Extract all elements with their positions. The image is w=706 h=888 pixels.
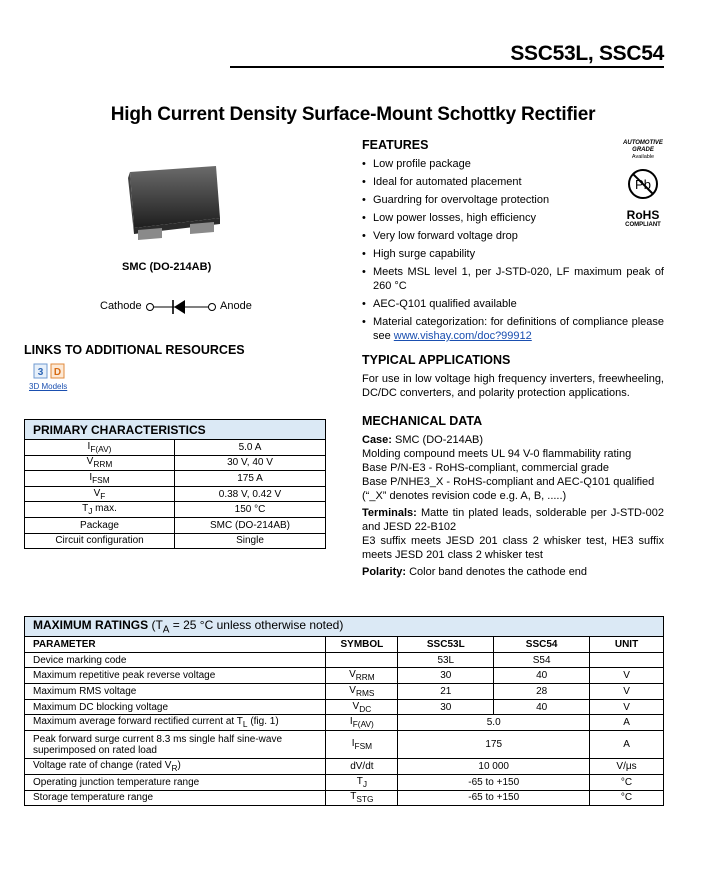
- polarity-label: Polarity:: [362, 566, 407, 578]
- automotive-text: AUTOMOTIVE: [623, 140, 663, 146]
- row-symbol-sub: FSM: [92, 474, 110, 485]
- max-ratings-condition: ($T_A = 25$ °C unless otherwise noted): [148, 617, 344, 636]
- row-unit: °C: [590, 774, 664, 790]
- list-item: [362, 315, 664, 343]
- row-unit: V: [590, 668, 664, 684]
- list-item: • Very low forward voltage drop: [362, 229, 664, 243]
- title-rule: [230, 66, 664, 68]
- diode-symbol: [100, 296, 300, 318]
- row-symbol-sub: F(AV): [90, 443, 112, 454]
- anode-label: Anode: [220, 300, 252, 312]
- table-row: [25, 517, 326, 533]
- row-parameter: Maximum RMS voltage: [25, 684, 326, 700]
- row-value: S54: [494, 652, 590, 668]
- base-he3-text: Base P/NHE3_X - RoHS-compliant and AEC-Q101 qualified: [362, 476, 655, 488]
- row-symbol: I: [89, 471, 93, 483]
- row-symbol: $V_{RRM}$: [326, 668, 398, 684]
- table-row: [25, 699, 664, 715]
- row-symbol-suffix: max.: [92, 503, 117, 515]
- column-header: PARAMETER: [25, 637, 326, 653]
- row-symbol: $V_{DC}$: [326, 699, 398, 715]
- column-header: SYMBOL: [326, 637, 398, 653]
- available-text: Available: [631, 154, 655, 160]
- table-row: [25, 471, 326, 487]
- row-symbol: I: [87, 440, 91, 452]
- mechanical-heading: MECHANICAL DATA: [362, 414, 483, 428]
- terminals-value: Matte tin plated leads, solderable per J-STD-002 and JESD 22-B102: [362, 507, 664, 533]
- table-row: [25, 715, 664, 731]
- rohs-compliant-label: COMPLIANT: [625, 222, 661, 228]
- polarity-value: Color band denotes the cathode end: [406, 566, 588, 578]
- diode-icon: [145, 296, 217, 318]
- row-parameter: Peak forward surge current 8.3 ms single half sine-wave superimposed on rated load: [25, 731, 326, 759]
- row-symbol: $I_{F(AV)}$: [326, 715, 398, 731]
- page-title: High Current Density Surface-Mount Schottky Rectifier: [110, 104, 596, 125]
- row-value: 30 V, 40 V: [175, 455, 326, 471]
- list-item: • Low profile package: [362, 157, 664, 171]
- row-value: Single: [175, 533, 326, 549]
- row-symbol: $I_{FSM}$: [326, 731, 398, 759]
- table-row: [25, 731, 664, 759]
- pb-free-icon: [627, 168, 659, 200]
- row-value: 10 000: [398, 759, 590, 775]
- table-row: [25, 684, 664, 700]
- base-e3-text: Base P/N-E3 - RoHS-compliant, commercial grade: [362, 462, 609, 474]
- row-symbol-sub: J: [88, 506, 93, 517]
- column-header: SSC53L: [398, 637, 494, 653]
- row-symbol-sub: F: [100, 490, 106, 501]
- molding-text: Molding compound meets UL 94 V-0 flammability rating: [362, 448, 632, 460]
- row-value: 5.0: [398, 715, 590, 731]
- row-symbol: Circuit configuration: [25, 533, 175, 549]
- revision-note: (“_X” denotes revision code e.g. A, B, .....): [362, 490, 567, 502]
- cathode-label: Cathode: [100, 300, 142, 312]
- row-unit: V: [590, 699, 664, 715]
- row-value: -65 to +150: [398, 790, 590, 806]
- table-row: [25, 455, 326, 471]
- row-value: 28: [494, 684, 590, 700]
- row-value: 53L: [398, 652, 494, 668]
- row-value: 150 °C: [175, 502, 326, 518]
- rohs-label: RoHS: [626, 208, 660, 222]
- part-numbers: SSC53L, SSC54: [510, 42, 664, 65]
- maximum-ratings-table: [24, 616, 664, 806]
- package-label: SMC (DO-214AB): [122, 261, 212, 273]
- row-value: 175: [398, 731, 590, 759]
- row-value: 0.38 V, 0.42 V: [175, 486, 326, 502]
- row-value: 40: [494, 668, 590, 684]
- table-row: [25, 486, 326, 502]
- row-value: 30: [398, 699, 494, 715]
- table-row: [25, 502, 326, 518]
- list-item-text: Material categorization: for definitions of compliance please see: [373, 316, 664, 342]
- 3d-model-icon[interactable]: [32, 362, 66, 380]
- primary-characteristics-table: [24, 419, 326, 549]
- row-symbol-sub: RRM: [93, 459, 113, 470]
- terminals-label: Terminals:: [362, 507, 417, 519]
- list-item: • Ideal for automated placement: [362, 175, 664, 189]
- list-item: • Guardring for overvoltage protection: [362, 193, 664, 207]
- row-parameter: Maximum DC blocking voltage: [25, 699, 326, 715]
- row-symbol: $T_J$: [326, 774, 398, 790]
- row-symbol: V: [86, 456, 94, 468]
- row-unit: [590, 652, 664, 668]
- row-value: 21: [398, 684, 494, 700]
- row-value: 40: [494, 699, 590, 715]
- table-row: [25, 790, 664, 806]
- automotive-grade-badge: [614, 140, 672, 161]
- row-symbol: T: [82, 503, 89, 515]
- whisker-text: E3 suffix meets JESD 201 class 2 whisker test, HE3 suffix meets JESD 201 class 2 whisker test: [362, 535, 664, 561]
- pb-text: Pb: [635, 177, 651, 192]
- row-value: 30: [398, 668, 494, 684]
- grade-text: GRADE: [632, 147, 654, 153]
- row-unit: V: [590, 684, 664, 700]
- list-item: • Low power losses, high efficiency: [362, 211, 664, 225]
- compliance-badges: [614, 140, 672, 228]
- 3d-icon-digit: 3: [37, 367, 44, 378]
- row-unit: V/μs: [590, 759, 664, 775]
- table-row: [25, 668, 664, 684]
- compliance-link[interactable]: www.vishay.com/doc?99912: [393, 330, 532, 342]
- row-parameter: Storage temperature range: [25, 790, 326, 806]
- row-symbol: $T_{STG}$: [326, 790, 398, 806]
- list-item: • AEC-Q101 qualified available: [362, 297, 664, 311]
- case-value: SMC (DO-214AB): [391, 434, 484, 446]
- row-symbol: [326, 652, 398, 668]
- row-symbol: V: [93, 487, 101, 499]
- row-symbol: Package: [25, 517, 175, 533]
- row-parameter: Device marking code: [25, 652, 326, 668]
- smc-package-icon: [116, 162, 224, 242]
- table-header-row: [25, 637, 664, 653]
- table-row: [25, 759, 664, 775]
- case-label: Case:: [362, 434, 392, 446]
- table-row: [25, 440, 326, 456]
- table-row: [25, 652, 664, 668]
- row-symbol: $V_{RMS}$: [326, 684, 398, 700]
- row-parameter: Operating junction temperature range: [25, 774, 326, 790]
- applications-text: For use in low voltage high frequency inverters, freewheeling, DC/DC converters, and polarity protection applications.: [362, 373, 664, 399]
- features-heading: FEATURES: [362, 138, 429, 152]
- row-unit: A: [590, 715, 664, 731]
- row-value: SMC (DO-214AB): [175, 517, 326, 533]
- 3d-icon-letter: D: [53, 367, 62, 378]
- row-unit: A: [590, 731, 664, 759]
- row-unit: °C: [590, 790, 664, 806]
- applications-heading: TYPICAL APPLICATIONS: [362, 353, 511, 367]
- 3d-models-link[interactable]: 3D Models: [29, 382, 68, 391]
- table-row: [25, 774, 664, 790]
- row-parameter: Voltage rate of change (rated $V_R$): [25, 759, 326, 775]
- primary-heading: PRIMARY CHARACTERISTICS: [25, 420, 326, 440]
- max-ratings-heading: [25, 617, 664, 637]
- row-symbol: dV/dt: [326, 759, 398, 775]
- row-parameter: Maximum repetitive peak reverse voltage: [25, 668, 326, 684]
- row-value: 175 A: [175, 471, 326, 487]
- list-item: • High surge capability: [362, 247, 664, 261]
- column-header: UNIT: [590, 637, 664, 653]
- list-item: • Meets MSL level 1, per J-STD-020, LF maximum peak of 260 °C: [362, 265, 664, 293]
- row-value: -65 to +150: [398, 774, 590, 790]
- table-row: [25, 533, 326, 549]
- row-parameter: Maximum average forward rectified current at $T_L$ (fig. 1): [25, 715, 326, 731]
- max-ratings-title: MAXIMUM RATINGS: [33, 617, 149, 632]
- row-value: 5.0 A: [175, 440, 326, 456]
- links-heading: LINKS TO ADDITIONAL RESOURCES: [24, 343, 245, 357]
- column-header: SSC54: [494, 637, 590, 653]
